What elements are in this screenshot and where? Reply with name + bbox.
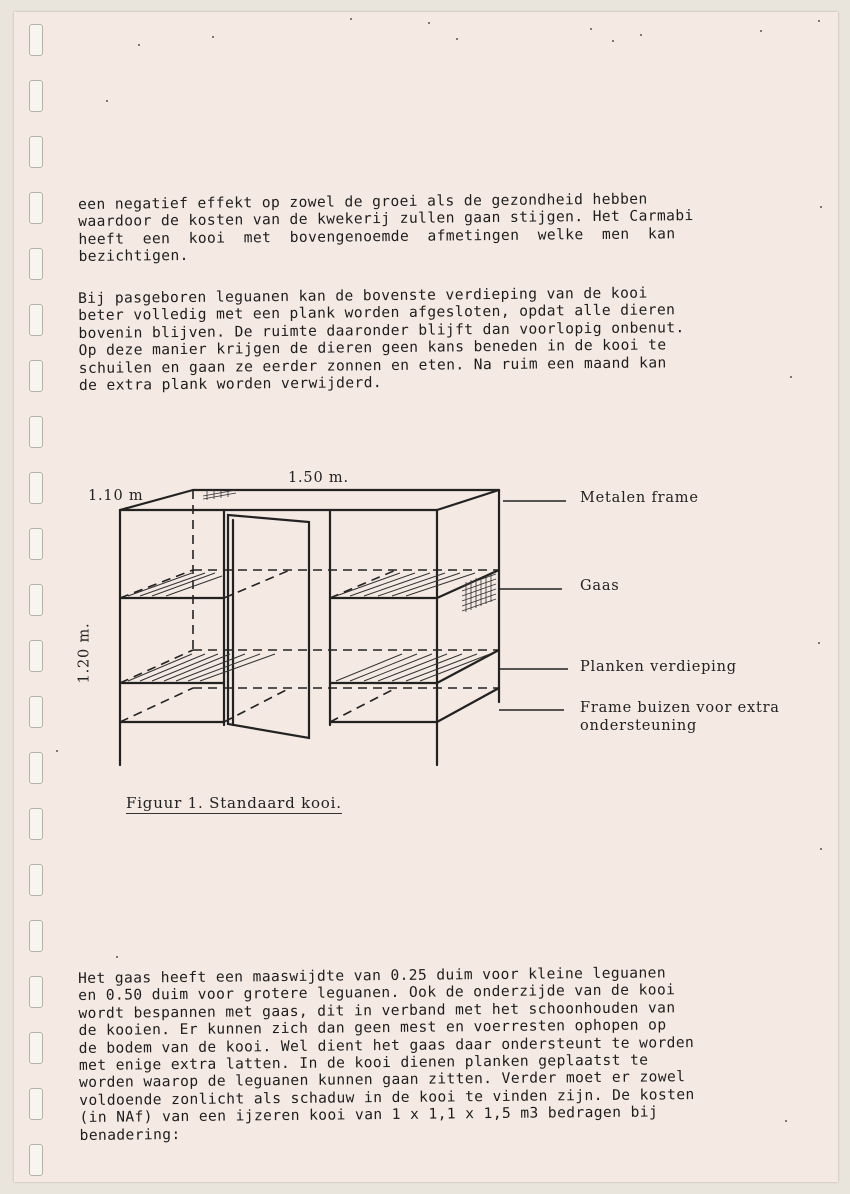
callout-frame-buizen: Frame buizen voor extra ondersteuning — [580, 700, 780, 734]
paragraph-3: Het gaas heeft een maaswijdte van 0.25 duim voor kleine leguanen en 0.50 duim voor grotere leguanen. Ook de onderzijde van de kooi wordt bespannen met gaas, dit in verband met het schoonhouden van de kooien. Er kunnen zich dan geen mest en voerresten ophopen op de bodem van de kooi. Wel dient het gaas daar ondersteunt te worden met enige extra latten. In de kooi dienen planken geplaatst te worden waarop de leguanen kunnen gaan zitten. Verder moet er zowel voldoende zonlicht als schaduw in de kooi te vinden zijn. De kosten (in NAf) van een ijzeren kooi van 1 x 1,1 x 1,5 m3 bedragen bij benadering: — [78, 964, 695, 1144]
width-label: 1.50 m. — [288, 470, 349, 486]
depth-label: 1.10 m — [88, 488, 144, 504]
callout-planken-verdieping: Planken verdieping — [580, 659, 737, 675]
callout-gaas: Gaas — [580, 578, 620, 594]
figure-caption: Figuur 1. Standaard kooi. — [126, 794, 342, 812]
height-label: 1.20 m. — [76, 622, 93, 684]
paragraph-1: een negatief effekt op zowel de groei als de gezondheid hebben waardoor de kosten van de kwekerij zullen gaan stijgen. Het Carmabi heeft een kooi met bovengenoemde afmetingen welke men kan bezichtigen. — [78, 190, 694, 266]
callout-metalen-frame: Metalen frame — [580, 490, 699, 506]
paragraph-2: Bij pasgeboren leguanen kan de bovenste verdieping van de kooi beter volledig met een plank worden afgesloten, opdat alle dieren bovenin blijven. De ruimte daaronder blijft dan voorlopig onbenut. Op deze manier krijgen de dieren geen kans beneden in de kooi te schuilen en gaan ze eerder zonnen en eten. Na ruim een maand kan de extra plank worden verwijderd. — [78, 284, 685, 395]
